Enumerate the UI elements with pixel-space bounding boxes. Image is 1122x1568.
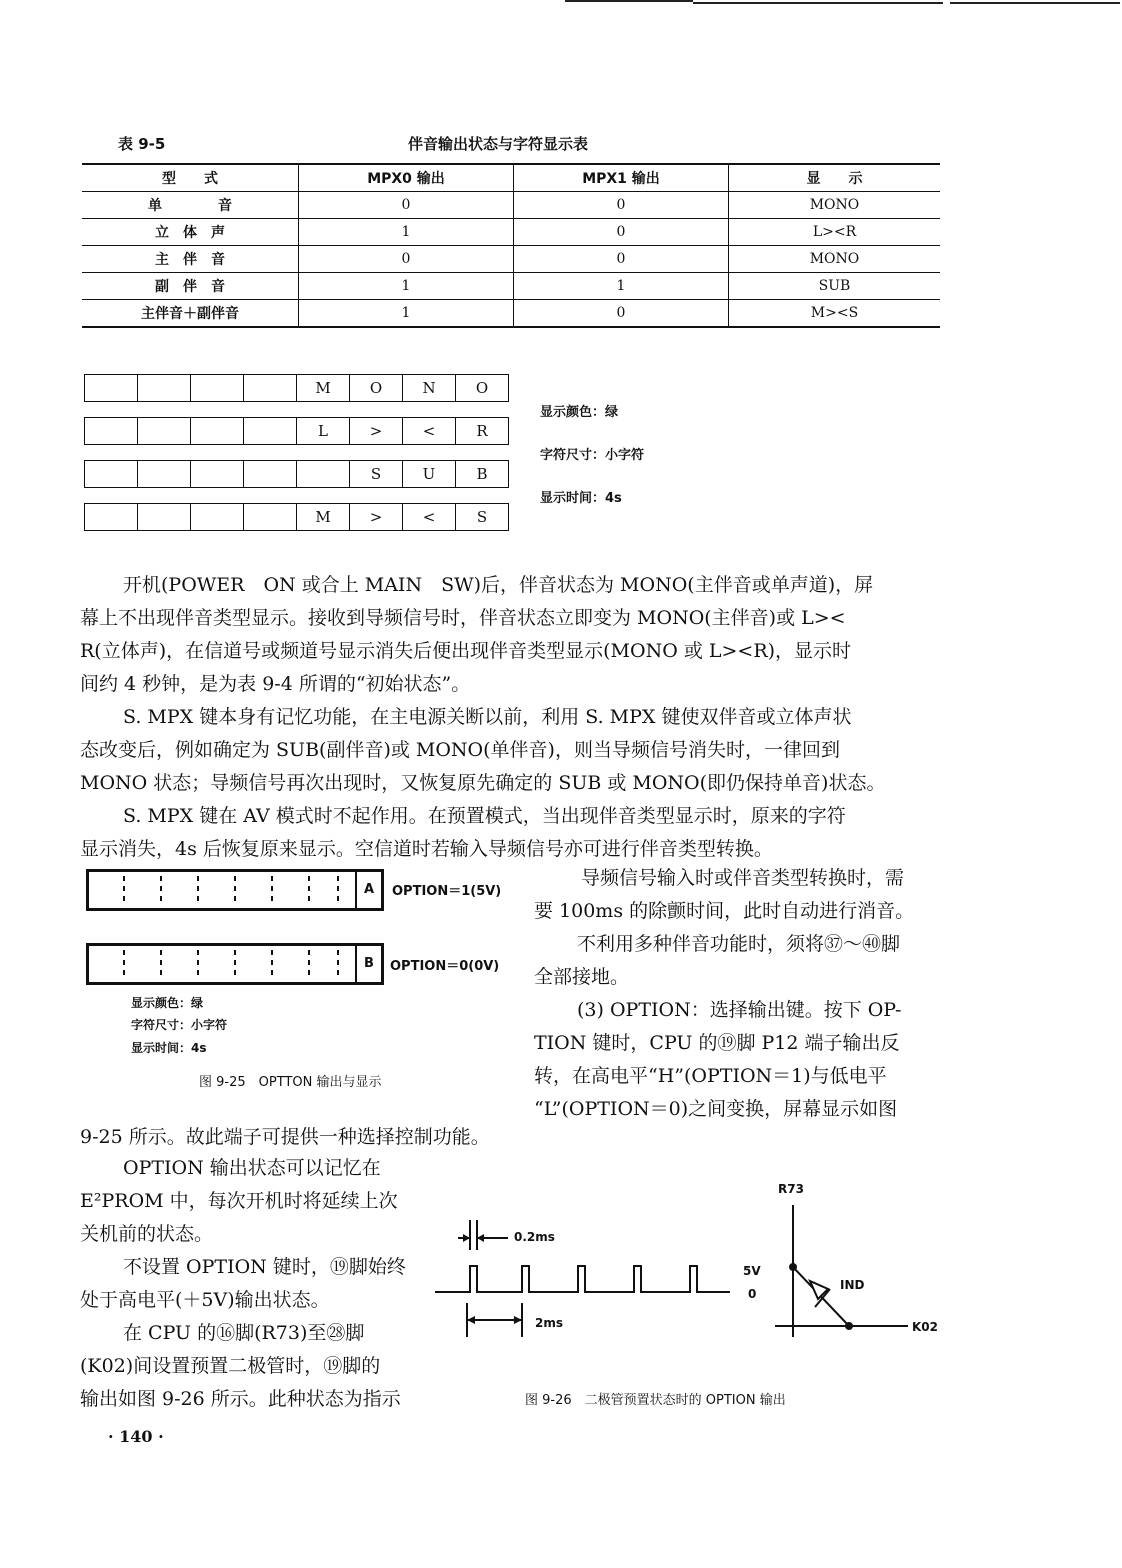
table-row [82, 192, 940, 219]
text-line: 开机(POWER ON 或合上 MAIN SW)后，伴音状态为 MONO(主伴音或单声道)，屏 [123, 574, 874, 596]
display-cell [85, 375, 138, 401]
text-line: 幕上不出现伴音类型显示。接收到导频信号时，伴音状态立即变为 MONO(主伴音)或 L>< [80, 607, 846, 629]
paragraph-left-column [80, 1152, 406, 1416]
paragraph-right-column [534, 862, 914, 1126]
segment-divider [123, 876, 125, 904]
text-line: E²PROM 中，每次开机时将延续上次 [80, 1190, 398, 1212]
text-line: 关机前的状态。 [80, 1223, 214, 1245]
table-row [82, 273, 940, 300]
cell: 1 [299, 273, 514, 300]
cell: 单 音 [82, 192, 299, 219]
table-number: 表 9-5 [118, 135, 166, 153]
segment-divider [308, 876, 310, 904]
display-cell: M [297, 504, 350, 530]
cell: 0 [514, 300, 729, 328]
text-line: 全部接地。 [534, 966, 630, 988]
top-rule-1 [565, 0, 693, 2]
table-row [82, 300, 940, 328]
cell: 1 [299, 300, 514, 328]
arrowhead [477, 1234, 484, 1242]
segment-divider [234, 950, 236, 978]
table-row [82, 246, 940, 273]
display-cell [191, 461, 244, 487]
table-row [82, 219, 940, 246]
text-line: S. MPX 键本身有记忆功能，在主电源关断以前，利用 S. MPX 键使双伴音或立体声状 [123, 706, 852, 728]
table-title: 伴音输出状态与字符显示表 [408, 135, 589, 153]
cell: 主伴音＋副伴音 [82, 300, 299, 328]
text-line: 9-25 所示。故此端子可提供一种选择控制功能。 [80, 1126, 490, 1148]
option-label-a: OPTION＝1(5V) [392, 884, 502, 899]
display-cell [138, 375, 191, 401]
segment-divider [160, 950, 162, 978]
display-cell: O [475, 379, 489, 397]
cell: 0 [299, 192, 514, 219]
option-char-a: A [355, 872, 381, 908]
display-cell: O [350, 375, 403, 401]
display-row-ms [84, 503, 509, 531]
page-number: · 140 · [108, 1427, 164, 1446]
fig925-caption: 图 9-25 OPTTON 输出与显示 [199, 1075, 382, 1090]
fig925-note-color: 显示颜色：绿 [131, 996, 204, 1010]
display-cell: N [403, 375, 456, 401]
display-cell: S [350, 461, 403, 487]
segment-divider [197, 876, 199, 904]
text-line: MONO 状态；导频信号再次出现时，又恢复原先确定的 SUB 或 MONO(即仍保持单音)状态。 [80, 772, 886, 794]
fig925-note-size: 字符尺寸：小字符 [131, 1018, 228, 1032]
text-line: “L”(OPTION＝0)之间变换，屏幕显示如图 [534, 1098, 898, 1120]
display-cell: B [476, 465, 488, 483]
display-cell: U [403, 461, 456, 487]
display-cell [85, 418, 138, 444]
display-cell: M [297, 375, 350, 401]
label-r73: R73 [778, 1182, 804, 1196]
cell: 0 [514, 192, 729, 219]
header-display: 显 示 [806, 171, 863, 187]
display-row-sub [84, 460, 509, 488]
option-display-a [86, 869, 384, 911]
header-mpx0: MPX0 输出 [299, 164, 514, 192]
text-line: 不设置 OPTION 键时，⑲脚始终 [123, 1256, 406, 1278]
segment-divider [234, 876, 236, 904]
display-cell [138, 418, 191, 444]
cell: 1 [514, 273, 729, 300]
arrowhead [463, 1234, 470, 1242]
cell: 0 [514, 246, 729, 273]
display-cell: > [350, 504, 403, 530]
cell: SUB [818, 278, 851, 294]
arrowhead [514, 1316, 522, 1324]
fig926-caption: 图 9-26 二极管预置状态时的 OPTION 输出 [525, 1393, 786, 1408]
junction-dot [845, 1322, 853, 1330]
text-line: 态改变后，例如确定为 SUB(副伴音)或 MONO(单伴音)，则当导频信号消失时，一律回到 [80, 739, 840, 761]
text-line: (K02)间设置预置二极管时，⑲脚的 [80, 1355, 381, 1377]
fig925-note-time: 显示时间：4s [131, 1041, 207, 1055]
display-cell [191, 418, 244, 444]
label-k02: K02 [912, 1320, 938, 1334]
display-cell [244, 418, 297, 444]
display-cell [244, 461, 297, 487]
text-line: 不利用多种伴音功能时，须将㊲～㊵脚 [577, 933, 901, 955]
display-cell [191, 375, 244, 401]
grid-note-size: 字符尺寸：小字符 [540, 448, 645, 463]
top-rule-3 [950, 2, 1120, 4]
label-2ms: 2ms [535, 1316, 563, 1330]
cell: MONO [809, 197, 860, 213]
label-5v: 5V [743, 1264, 761, 1278]
text-line: 显示消失，4s 后恢复原来显示。空信道时若输入导频信号亦可进行伴音类型转换。 [80, 838, 773, 860]
option-label-b: OPTION＝0(0V) [390, 959, 500, 974]
segment-divider [123, 950, 125, 978]
arrowhead [467, 1316, 475, 1324]
text-line: 转，在高电平“H”(OPTION＝1)与低电平 [534, 1065, 887, 1087]
text-line: 导频信号输入时或伴音类型转换时，需 [581, 867, 905, 889]
segment-divider [271, 876, 273, 904]
display-cell [85, 461, 138, 487]
diode-body [810, 1281, 828, 1299]
grid-note-color: 显示颜色：绿 [540, 405, 619, 420]
text-line: 处于高电平(＋5V)输出状态。 [80, 1289, 330, 1311]
header-type: 型 式 [82, 164, 299, 192]
cell: 0 [514, 219, 729, 246]
cell: M><S [810, 305, 859, 321]
cell: MONO [809, 251, 860, 267]
text-line: 间约 4 秒钟，是为表 9-4 所谓的“初始状态”。 [80, 673, 471, 695]
display-cell: < [403, 418, 456, 444]
table-9-5 [82, 163, 940, 328]
display-cell [191, 504, 244, 530]
display-cell: L [297, 418, 350, 444]
text-line: (3) OPTION：选择输出键。按下 OP- [577, 999, 902, 1021]
segment-divider [337, 876, 339, 904]
paragraph-power-on [80, 569, 885, 866]
table-header-row [82, 164, 940, 192]
grid-note-time: 显示时间：4s [540, 491, 622, 506]
text-line: 输出如图 9-26 所示。此种状态为指示 [80, 1388, 401, 1410]
display-cell [138, 504, 191, 530]
display-cell [244, 375, 297, 401]
cell: 1 [299, 219, 514, 246]
paragraph-full-line [80, 1121, 490, 1154]
text-line: 在 CPU 的⑯脚(R73)至㉘脚 [123, 1322, 365, 1344]
option-display-b [86, 943, 384, 985]
segment-divider [337, 950, 339, 978]
display-cell [244, 504, 297, 530]
label-0v: 0 [748, 1287, 757, 1301]
cell: 0 [299, 246, 514, 273]
display-cell: < [403, 504, 456, 530]
display-cell: R [476, 422, 488, 440]
cell: 主 伴 音 [82, 246, 299, 273]
display-row-stereo [84, 417, 509, 445]
segment-divider [197, 950, 199, 978]
display-cell [138, 461, 191, 487]
segment-divider [308, 950, 310, 978]
junction-dot [789, 1263, 797, 1271]
text-line: 要 100ms 的除颤时间，此时自动进行消音。 [534, 900, 915, 922]
fig926-diagram [430, 1175, 970, 1385]
text-line: S. MPX 键在 AV 模式时不起作用。在预置模式，当出现伴音类型显示时，原来的字符 [123, 805, 846, 827]
header-mpx1: MPX1 输出 [514, 164, 729, 192]
text-line: OPTION 输出状态可以记忆在 [123, 1157, 381, 1179]
top-rule-2 [693, 2, 943, 4]
cell: 立 体 声 [82, 219, 299, 246]
text-line: TION 键时，CPU 的⑲脚 P12 端子输出反 [534, 1032, 900, 1054]
option-char-b: B [355, 946, 381, 982]
display-cell: > [350, 418, 403, 444]
cell: L><R [812, 224, 857, 240]
label-0-2ms: 0.2ms [514, 1230, 555, 1244]
display-cell [85, 504, 138, 530]
segment-divider [160, 876, 162, 904]
pulse-waveform [435, 1266, 730, 1292]
segment-divider [271, 950, 273, 978]
cell: 副 伴 音 [82, 273, 299, 300]
display-cell [297, 461, 350, 487]
text-line: R(立体声)，在信道号或频道号显示消失后便出现伴音类型显示(MONO 或 L><R)，显示时 [80, 640, 852, 662]
display-row-mono [84, 374, 509, 402]
display-cell: S [476, 508, 488, 526]
label-ind: IND [840, 1278, 865, 1292]
